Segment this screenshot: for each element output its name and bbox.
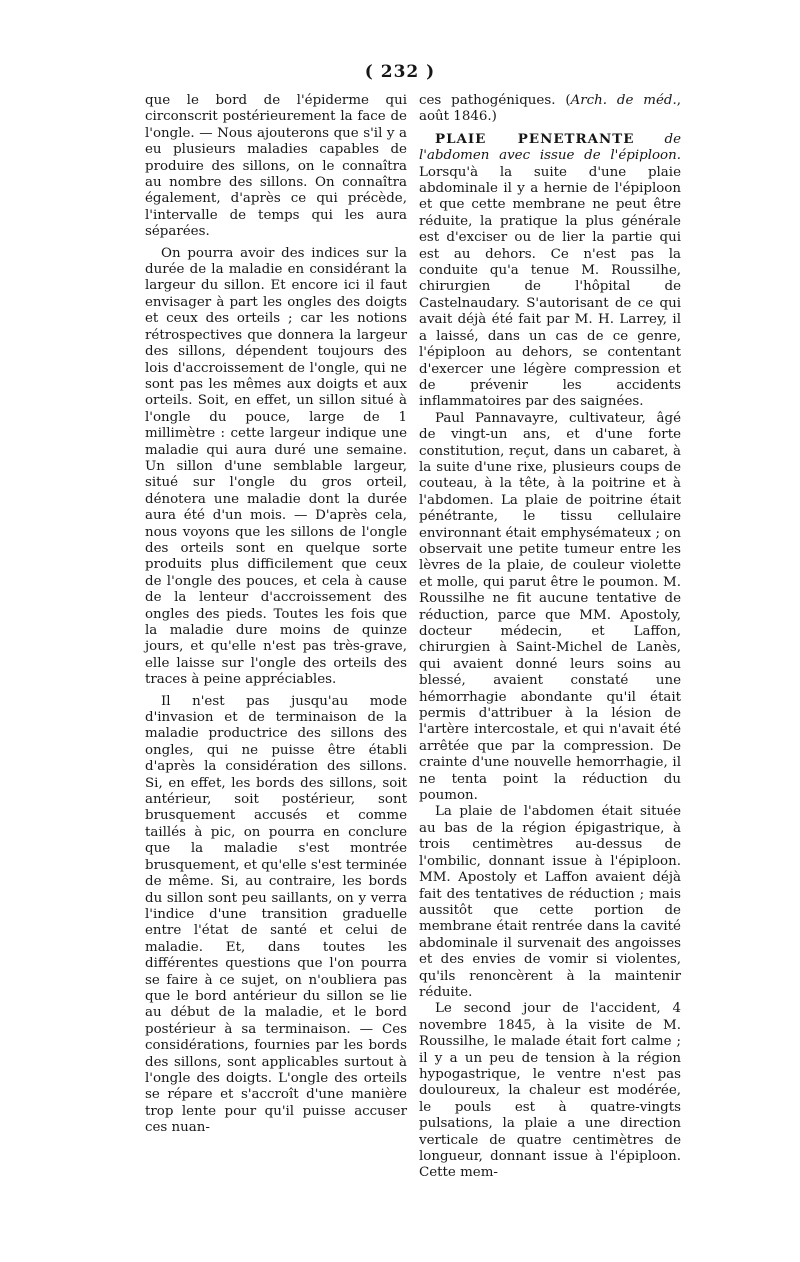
right-paragraph-1 bbox=[419, 93, 681, 126]
right-paragraph-3: Paul Pannavayre, cultivateur, âgé de vingt-un ans, et d'une forte constitution, reçut, dans un cabaret, à la suite d'une rixe, plusieurs coups de couteau, à la tête, à la poitrine et à l'abdomen. La plaie de poitrine était pénétrante, le tissu cellulaire environnant était emphysémateux ; on observait une petite tumeur entre les lèvres de la plaie, de couleur violette et molle, qui parut être le poumon. M. Roussilhe ne fit aucune tentative de réduction, parce que MM. Apostoly, docteur médecin, et Laffon, chirurgien à Saint-Michel de Lanès, qui avaient donné leurs soins au blessé, avaient constaté une hémorrhagie abondante qu'il était permis d'attribuer à la lésion de l'artère intercostale, et qui n'avait été arrêtée que par la compression. De crainte d'une nouvelle hemorrhagie, il ne tenta point la réduction du poumon. bbox=[419, 410, 681, 804]
section-paragraph bbox=[419, 131, 681, 411]
right-paragraph-5: Le second jour de l'accident, 4 novembre 1845, à la visite de M. Roussilhe, le malade était fort calme ; il y a un peu de tension à la région hypogastrique, le ventre n'est pas douloureux, la chaleur est modérée, le pouls est à quatre-vingts pulsations, la plaie a une direction verticale de quatre centimètres de longueur, donnant issue à l'épiploon. Cette mem- bbox=[419, 1001, 681, 1181]
page-number: ( 232 ) bbox=[364, 62, 436, 82]
section-text: Lorsqu'à la suite d'une plaie abdominale il y a hernie de l'épiploon et que cette membrane ne peut être réduite, la pratique la plus générale est d'exciser ou de lier la partie qui est au dehors. Ce n'est pas la conduite qu'a tenue M. Roussilhe, chirurgien de l'hôpital de Castelnaudary. S'autorisant de ce qui avait déjà été fait par M. H. Larrey, il a laissé, dans un cas de ce genre, l'épiploon au dehors, se contentant d'exercer une légère compression et de prévenir les accidents inflammatoires par des saignées. bbox=[419, 164, 681, 410]
left-paragraph-3: Il n'est pas jusqu'au mode d'invasion et de terminaison de la maladie productrice des sillons des ongles, qui ne puisse être établi d'après la considération des sillons. Si, en effet, les bords des sillons, soit antérieur, soit postérieur, sont brusquement accusés et comme taillés à pic, on pourra en conclure que la maladie s'est montrée brusquement, et qu'elle s'est terminée de même. Si, au contraire, les bords du sillon sont peu saillants, on y verra l'indice d'une transition graduelle entre l'état de santé et celui de maladie. Et, dans toutes les différentes questions que l'on pourra se faire à ce sujet, on n'oubliera pas que le bord antérieur du sillon se lie au début de la maladie, et le bord postérieur à sa terminaison. — Ces considérations, fournies par les bords des sillons, sont applicables surtout à l'ongle des doigts. L'ongle des orteils se répare et s'accroît d'une manière trop lente pour qu'il puisse accuser ces nuan- bbox=[145, 693, 407, 1136]
left-paragraph-1: que le bord de l'épiderme qui circonscrit postérieurement la face de l'ongle. — Nous ajouterons que s'il y a eu plusieurs maladies capables de produire des sillons, on le connaîtra au nombre des sillons. On connaîtra également, d'après ce qui précède, l'intervalle de temps qui les aura séparées. bbox=[145, 93, 407, 240]
right-paragraph-4: La plaie de l'abdomen était située au bas de la région épigastrique, à trois centimètres au-dessus de l'ombilic, donnant issue à l'épiploon. MM. Apostoly et Laffon avaient déjà fait des tentatives de réduction ; mais aussitôt que cette portion de membrane était rentrée dans la cavité abdominale il survenait des angoisses et des envies de vomir si violentes, qu'ils renoncèrent à la maintenir réduite. bbox=[419, 804, 681, 1000]
left-column bbox=[145, 93, 407, 1137]
left-paragraph-2: On pourra avoir des indices sur la durée de la maladie en considérant la largeur du sillon. Et encore ici il faut envisager à part les ongles des doigts et ceux des orteils ; car les notions rétrospectives que donnera la largeur des sillons, dépendent toujours des lois d'accroissement de l'ongle, qui ne sont pas les mêmes aux doigts et aux orteils. Soit, en effet, un sillon situé à l'ongle du pouce, large de 1 millimètre : cette largeur indique une maladie qui aura duré une semaine. Un sillon d'une semblable largeur, situé sur l'ongle du gros orteil, dénotera une maladie dont la durée aura été d'un mois. — D'après cela, nous voyons que les sillons de l'ongle des orteils sont en quelque sorte produits plus difficilement que ceux de l'ongle des pouces, et cela à cause de la lenteur d'accroissement des ongles des pieds. Toutes les fois que la maladie dure moins de quinze jours, et qu'elle n'est pas très-grave, elle laisse sur l'ongle des orteils des traces à peine appréciables. bbox=[145, 245, 407, 688]
paragraph-text-end: , août 1846.) bbox=[419, 93, 681, 125]
section-subheading: de l'abdomen avec issue de l'épiploon. bbox=[419, 131, 681, 164]
right-column bbox=[419, 93, 681, 1182]
paragraph-text: ces pathogéniques. ( bbox=[419, 93, 571, 108]
section-heading: PLAIE PENETRANTE bbox=[435, 130, 635, 147]
journal-citation: Arch. de méd. bbox=[570, 93, 677, 108]
